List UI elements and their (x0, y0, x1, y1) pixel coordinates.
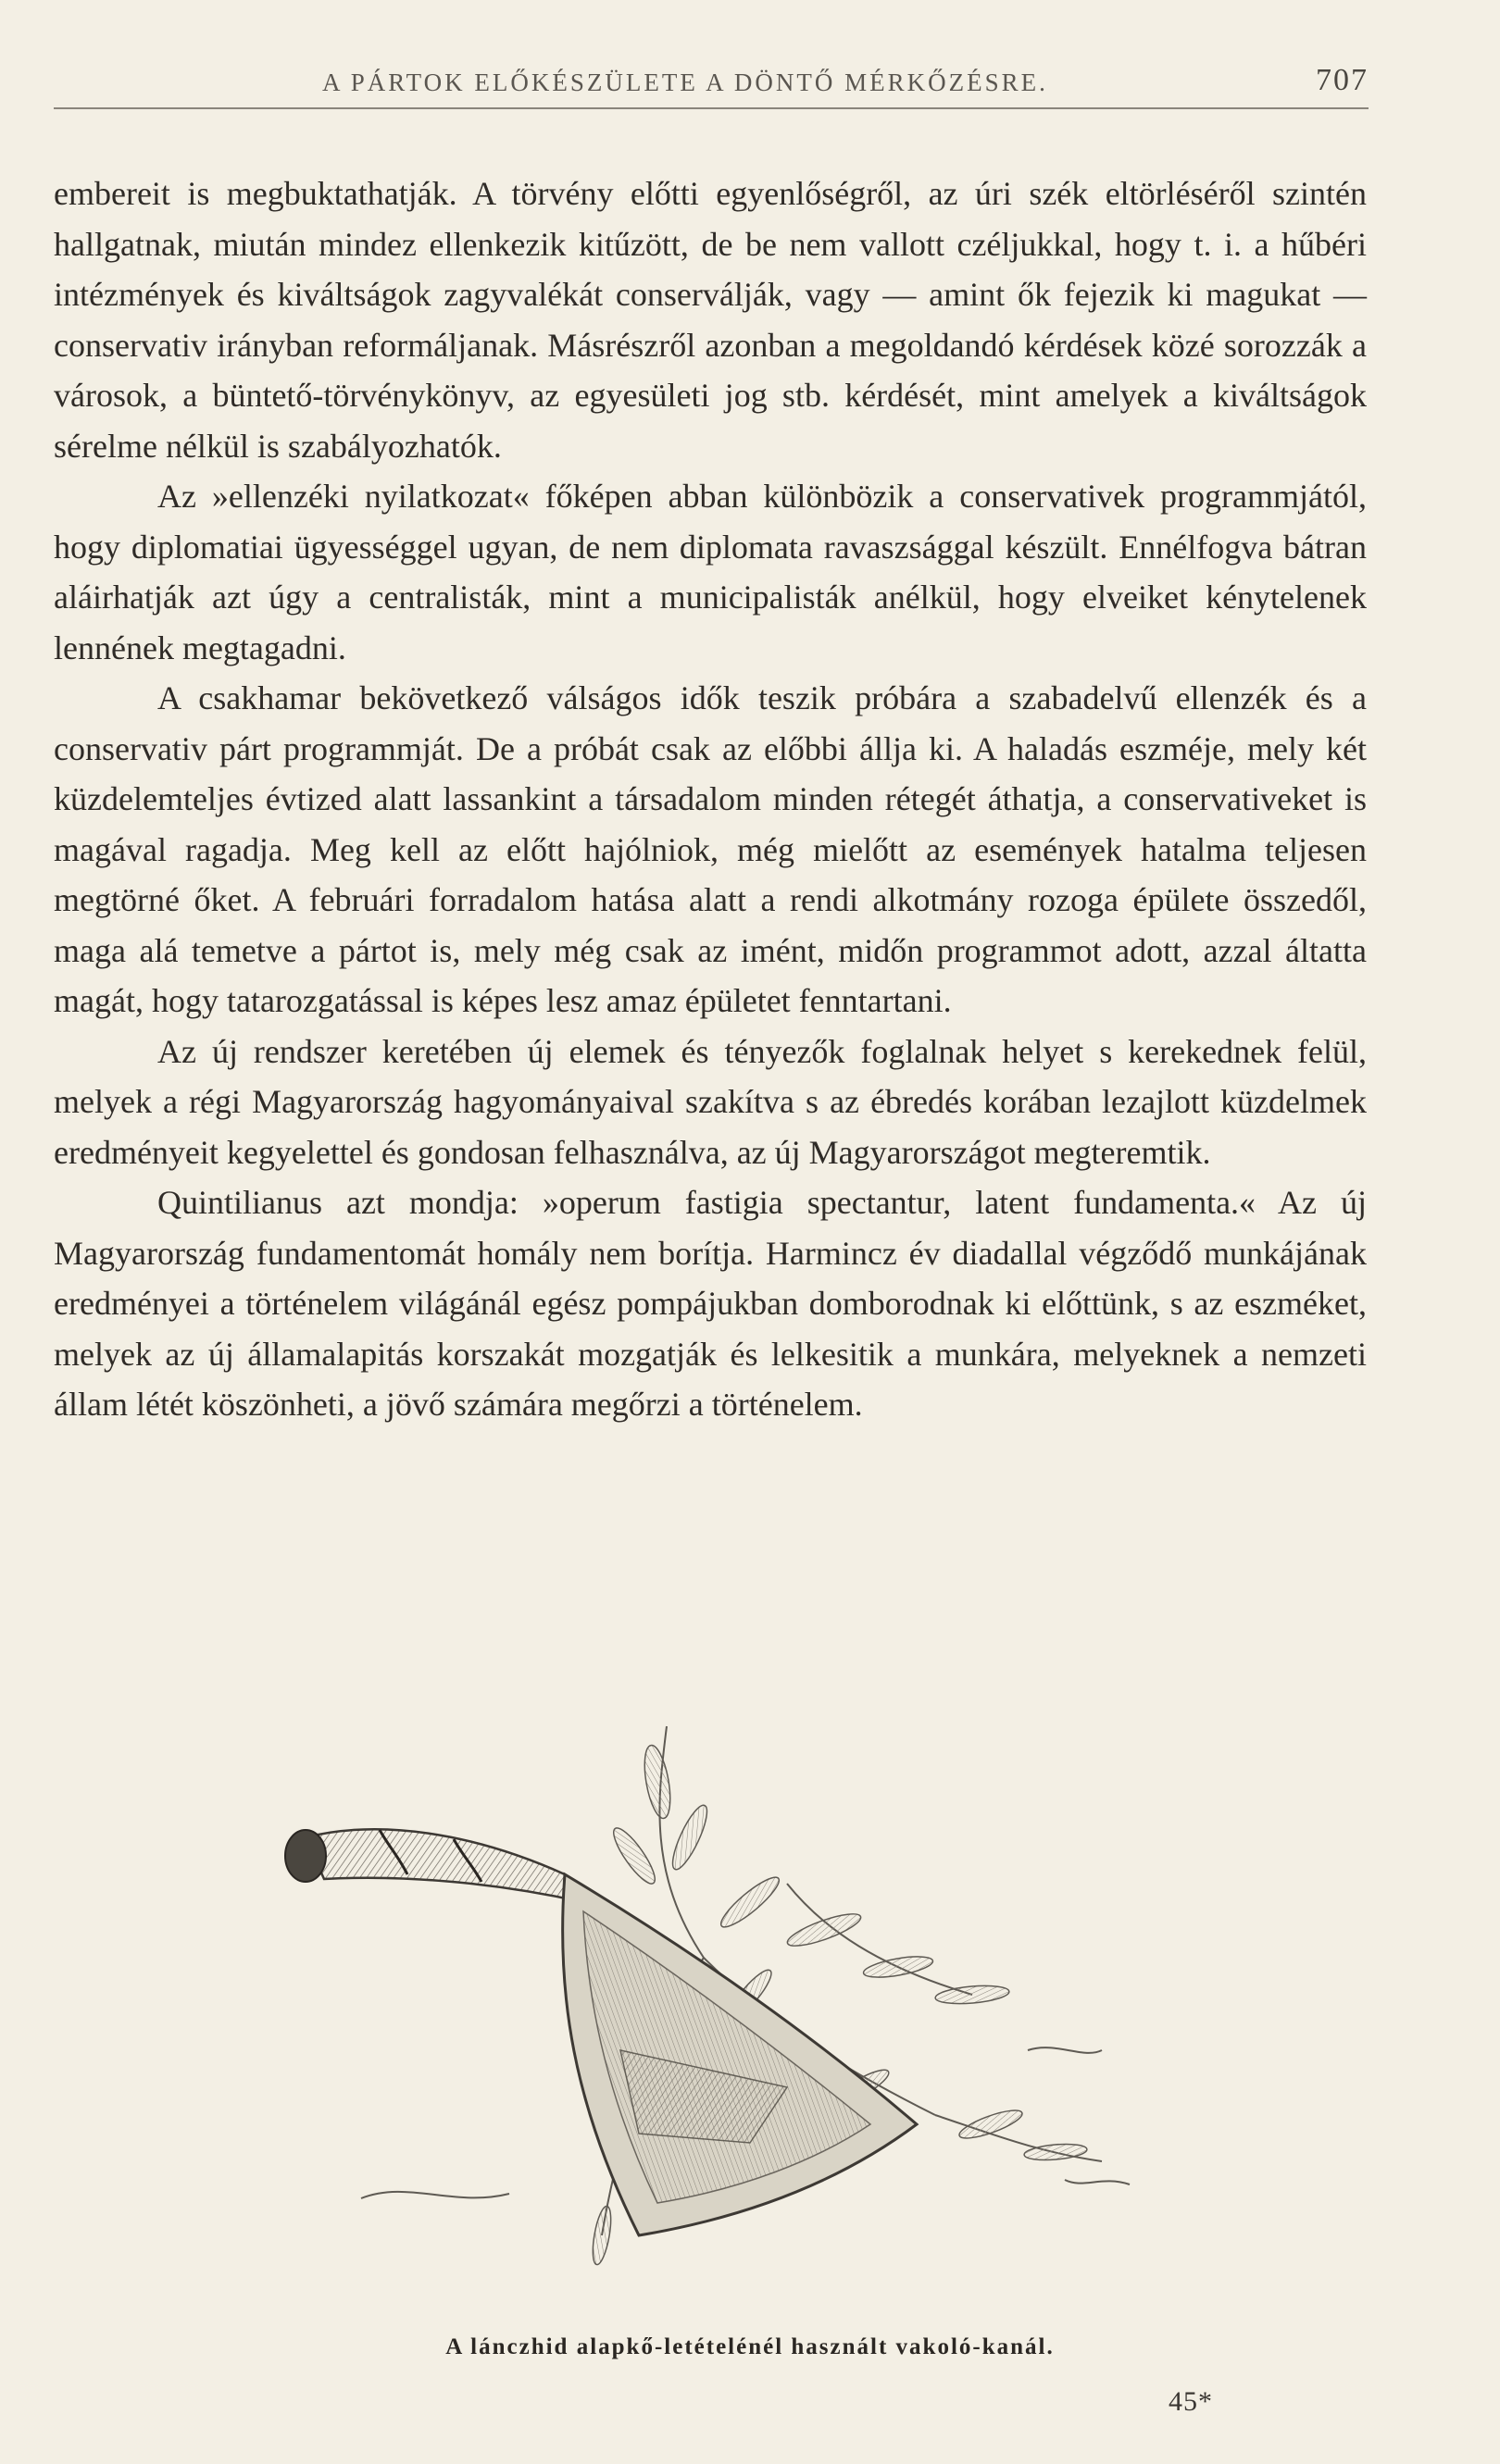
header-rule (54, 107, 1369, 109)
sheet-signature-mark: 45* (1169, 2386, 1213, 2417)
paragraph: embereit is megbuktathatják. A törvény előtti egyenlőségről, az úri szék eltörléséről szintén hallgatnak, miután mindez ellenkezik kitűzött, de be nem vallott czéljukkal, hogy t. i. a hűbéri intézmények és kiváltságok zagyvalékát conserválják, vagy — amint ők fejezik ki magukat — conservativ irányban reformáljanak. Másrészről azonban a megoldandó kérdések közé sorozzák a városok, a büntető-törvénykönyv, az egyesületi jog stb. kérdését, mint amelyek a kiváltságok sérelme nélkül is szabályozhatók. (54, 175, 1367, 465)
paragraph: Quintilianus azt mondja: »operum fastigia spectantur, latent fundamenta.« Az új Magyarország fundamentomát homály nem borítja. Harmincz év diadallal végződő munkájának eredményei a történelem világánál egész pompájukban domborodnak ki előttünk, s az eszméket, melyek az új államalapitás korszakát mozgatják és lelkesitik a munkára, melyeknek a nemzeti állam létét köszönheti, a jövő számára megőrzi a történelem. (54, 1184, 1367, 1423)
figure-caption: A lánczhid alapkő-letételénél használt vakoló-kanál. (445, 2334, 1055, 2359)
page-number: 707 (1316, 63, 1369, 97)
paragraph: Az »ellenzéki nyilatkozat« főképen abban különbözik a conservativek programmjától, hogy diplomatiai ügyességgel ugyan, de nem diplomata ravaszsággal készült. Ennélfogva bátran aláirhatják azt úgy a centralisták, mint a municipalisták anélkül, hogy elveiket kénytelenek lennének megtagadni. (54, 478, 1367, 666)
trowel-blade (563, 1874, 917, 2235)
trowel-illustration (269, 1717, 1241, 2319)
page-header (54, 63, 1369, 104)
body-text (54, 168, 1367, 1430)
paragraph: Az új rendszer keretében új elemek és tényezők foglalnak helyet s kerekednek felül, melyek a régi Magyarország hagyományaival szakítva s az ébredés korában lezajlott küzdelmek eredményeit kegyelettel és gondosan felhasználva, az új Magyarországot megteremtik. (54, 1032, 1367, 1171)
trowel-handle (285, 1829, 583, 1902)
paragraph: A csakhamar bekövetkező válságos idők teszik próbára a szabadelvű ellenzék és a conservativ párt programmját. De a próbát csak az előbbi állja ki. A haladás eszméje, mely két küzdelemteljes évtized alatt lassankint a társadalom minden rétegét áthatja, a conservativeket is magával ragadja. Meg kell az előtt hajólniok, még mielőtt az események hatalma teljesen megtörné őket. A februári forradalom hatása alatt a rendi alkotmány rozoga épülete összedől, maga alá temetve a pártot is, mely még csak az imént, midőn programmot adott, azzal áltatta magát, hogy tatarozgatással is képes lesz amaz épületet fenntartani. (54, 679, 1367, 1019)
running-title: A PÁRTOK ELŐKÉSZÜLETE A DÖNTŐ MÉRKŐZÉSRE. (322, 68, 1048, 96)
